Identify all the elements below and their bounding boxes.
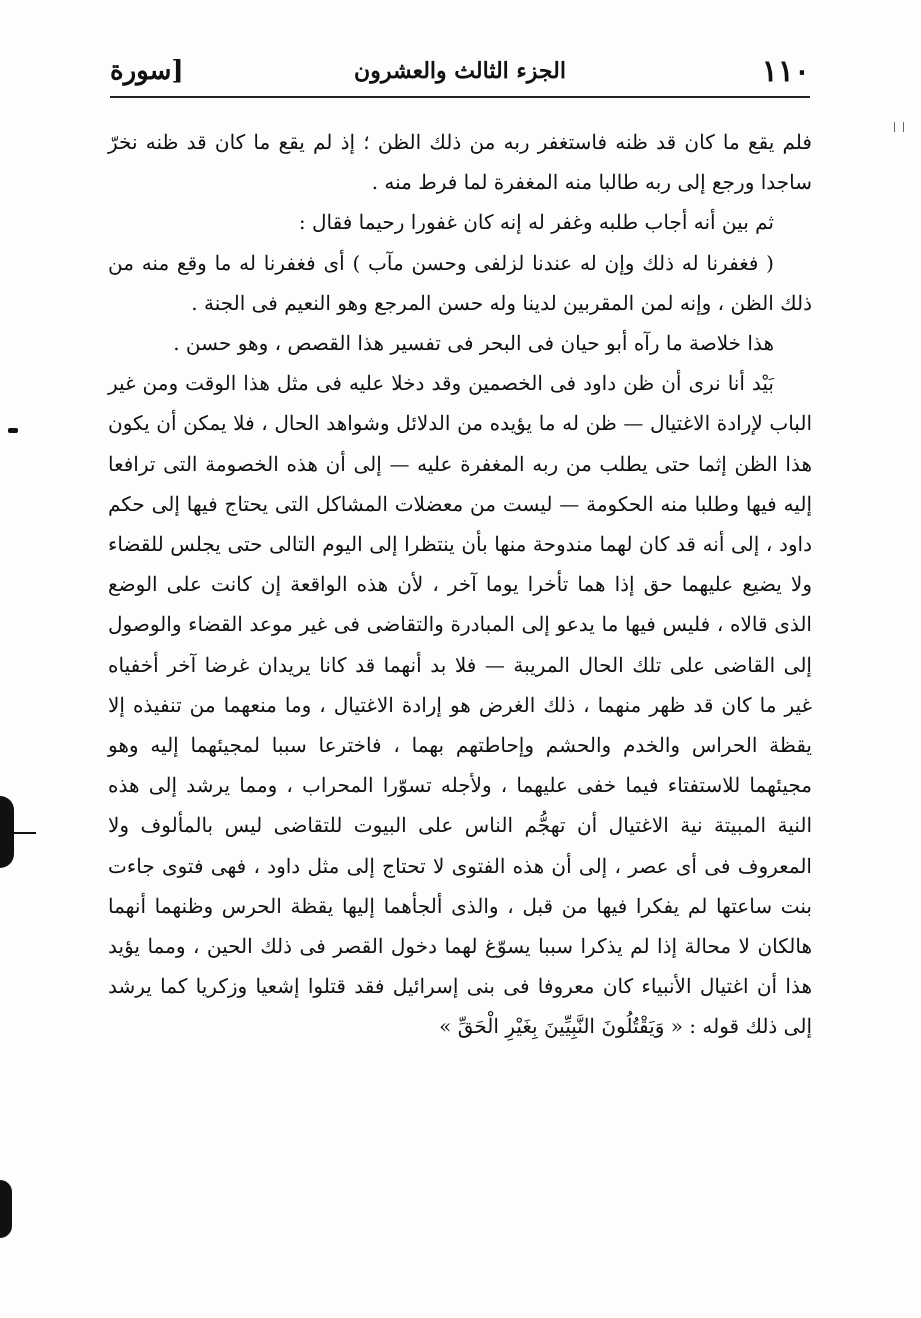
scan-speck	[894, 122, 904, 132]
paragraph: بَيْد أنا نرى أن ظن داود فى الخصمين وقد دخلا عليه فى مثل هذا الوقت ومن غير الباب لإرادة الاغتيال — ظن له ما يؤيده من الدلائل وشواهد الحال ، فلا يمكن أن يكون هذا الظن إثما حتى يطلب من ربه المغفرة عليه — إلى أن هذه الخصومة التى ترافعا إليه فيها وطلبا منه الحكومة — ليست من معضلات المشاكل التى يحتاج فيها إلى حكم داود ، إلى أنه قد كان لهما مندوحة منها بأن ينتظرا إلى اليوم التالى حتى يجلس للقضاء ولا يضيع عليهما حق إذا هما تأخرا يوما آخر ، لأن هذه الواقعة إن كانت على الوضع الذى قالاه ، فليس فيها ما يدعو إلى المبادرة والتقاضى فى غير موعد القضاء والوصول إلى القاضى على تلك الحال المريبة — فلا بد أنهما قد كانا يريدان غرضا آخر أخفياه غير ما كان قد ظهر منهما ، ذلك الغرض هو إرادة الاغتيال ، وما منعهما من تنفيذه إلا يقظة الحراس والخدم والحشم وإحاطتهم بهما ، فاخترعا سببا لمجيئهما إليه وهو مجيئهما للاستفتاء فيما خفى عليهما ، ولأجله تسوّرا المحراب ، ومما يرشد إلى هذه النية المبيتة نية الاغتيال أن تهجُّم الناس على البيوت للتقاضى ليس بالمألوف ولا المعروف فى أى عصر ، إلى أن هذه الفتوى لا تحتاج إلى مثل داود ، فهى فتوى جاءت بنت ساعتها لم يفكرا فيها من قبل ، والذى ألجأهما إليها يقظة الحرس وظنهما أنهما هالكان لا محالة إذا لم يذكرا سببا يسوّغ لهما دخول القصر فى ذلك الحين ، ومما يؤيد هذا أن اغتيال الأنبياء كان معروفا فى بنى إسرائيل فقد قتلوا إشعيا وزكريا كما يرشد إلى ذلك قوله : « وَيَقْتُلُونَ النَّبِيِّينَ بِغَيْرِ الْحَقِّ »	[108, 371, 812, 1039]
page-header	[110, 52, 810, 92]
scan-edge-mark	[12, 832, 36, 834]
part-title: الجزء الثالث والعشرون	[354, 58, 566, 84]
body-text	[108, 122, 812, 1047]
surah-label: [سورة	[110, 56, 184, 86]
paragraph: ثم بين أنه أجاب طلبه وغفر له إنه كان غفورا رحيما فقال :	[298, 210, 774, 235]
page-number: ١١٠	[761, 54, 810, 89]
scan-edge-mark	[0, 1180, 12, 1238]
paragraph: ( فغفرنا له ذلك وإن له عندنا لزلفى وحسن مآب ) أى فغفرنا له ما وقع منه من ذلك الظن ، وإنه لمن المقربين لدينا وله حسن المرجع وهو النعيم فى الجنة .	[108, 250, 812, 315]
paragraph: هذا خلاصة ما رآه أبو حيان فى البحر فى تفسير هذا القصص ، وهو حسن .	[173, 331, 774, 356]
header-rule	[110, 96, 810, 98]
scan-speck	[8, 428, 18, 433]
paragraph: فلم يقع ما كان قد ظنه فاستغفر ربه من ذلك الظن ؛ إذ لم يقع ما كان قد ظنه نخرّ ساجدا ورجع إلى ربه طالبا منه المغفرة لما فرط منه .	[108, 130, 812, 195]
